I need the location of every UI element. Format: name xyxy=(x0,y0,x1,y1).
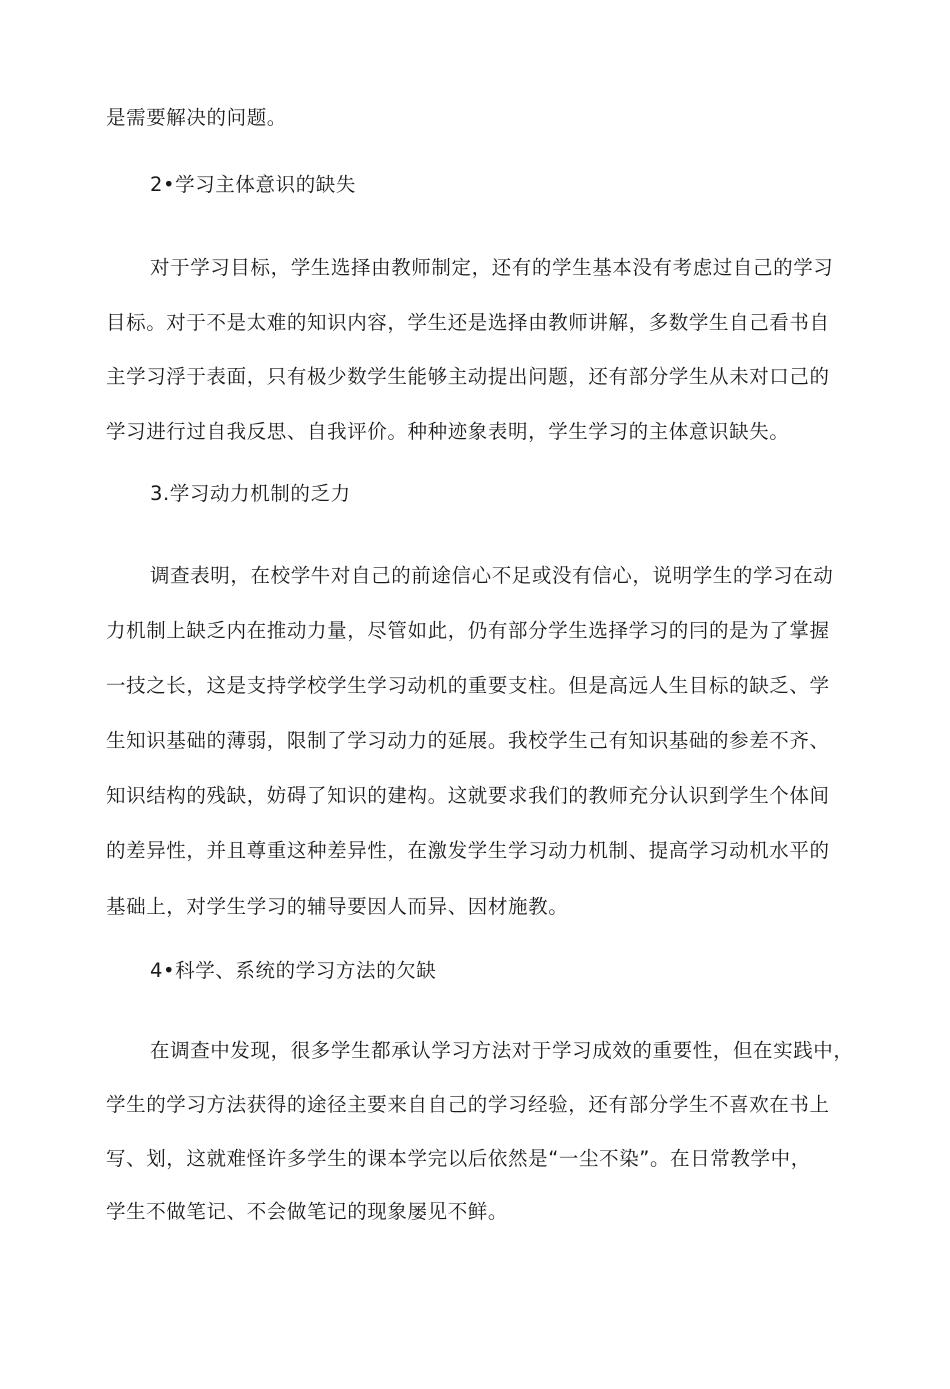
paragraph-line: 写、划，这就难怪许多学生的课本学完以后依然是“一尘不染”。在日常教学中， xyxy=(106,1147,811,1170)
paragraph-line: 目标。对于不是太难的知识内容，学生还是选择由教师讲解，多数学生自己看书自 xyxy=(106,311,830,334)
section-heading-4: 4•科学、系统的学习方法的欠缺 xyxy=(150,959,437,982)
paragraph-line: 对于学习目标，学生选择由教师制定，还有的学生基本没有考虑过自己的学习 xyxy=(150,256,834,279)
paragraph-line: 知识结构的残缺，妨碍了知识的建构。这就要求我们的教师充分认识到学生个体间 xyxy=(106,784,830,807)
paragraph-line: 学生不做笔记、不会做笔记的现象屡见不鲜。 xyxy=(106,1200,509,1223)
paragraph-line: 基础上，对学生学习的辅导要因人而异、因材施教。 xyxy=(106,895,569,918)
paragraph-line: 在调查中发现，很多学生都承认学习方法对于学习成效的重要性，但在实践中， xyxy=(150,1039,854,1062)
paragraph-line: 力机制上缺乏内在推动力量，尽管如此，仍有部分学生选择学习的冃的是为了掌握 xyxy=(106,619,830,642)
paragraph-line: 主学习浮于表面，只有极少数学生能够主动提出问题，还有部分学生从未对口己的 xyxy=(106,365,830,388)
paragraph-line: 生知识基础的薄弱，限制了学习动力的延展。我校学生己有知识基础的参差不齐、 xyxy=(106,729,830,752)
section-heading-3: 3.学习动力机制的乏力 xyxy=(150,482,351,505)
paragraph-line: 学生的学习方法获得的途径主要来自自己的学习经验，还有部分学生不喜欢在书上 xyxy=(106,1093,830,1116)
section-heading-2: 2•学习主体意识的缺失 xyxy=(150,173,357,196)
paragraph-line: 调查表明，在校学牛对自己的前途信心不足或没有信心，说明学生的学习在动 xyxy=(150,564,834,587)
paragraph-line: 是需要解决的问题。 xyxy=(106,106,287,129)
paragraph-line: 一技之长，这是支持学校学生学习动机的重要支柱。但是高远人生目标的缺乏、学 xyxy=(106,674,830,697)
paragraph-line: 的差异性，并且尊重这种差异性，在激发学生学习动力机制、提高学习动机水平的 xyxy=(106,839,830,862)
paragraph-line: 学习进行过自我反思、自我评价。种种迹象表明，学生学习的主体意识缺失。 xyxy=(106,420,790,443)
